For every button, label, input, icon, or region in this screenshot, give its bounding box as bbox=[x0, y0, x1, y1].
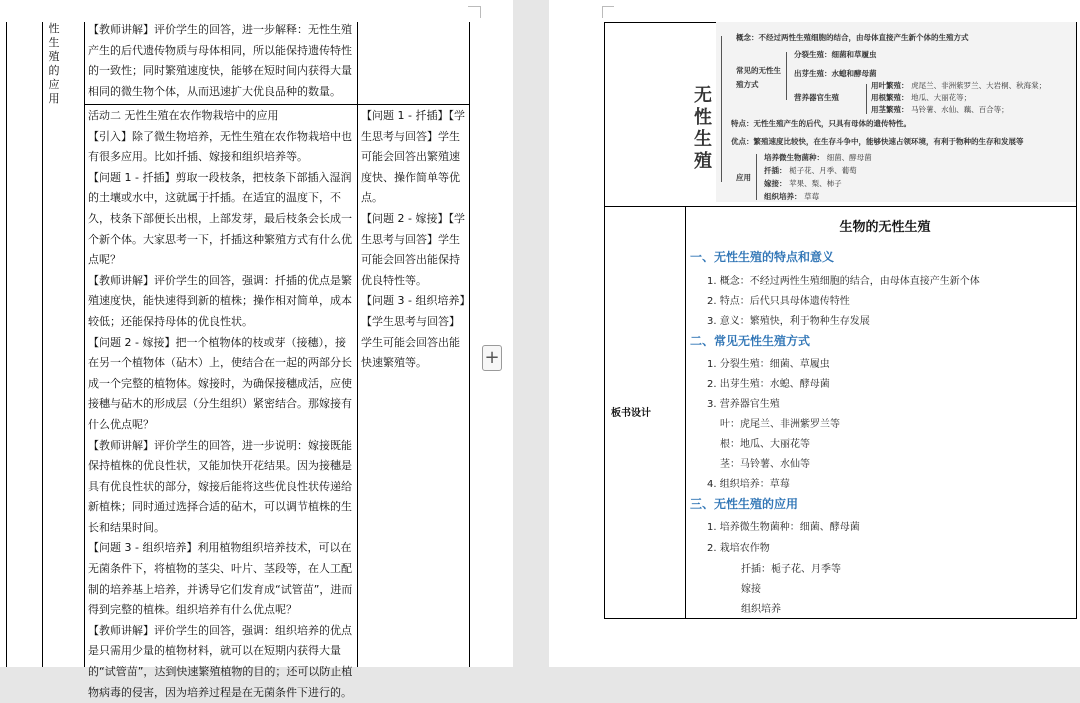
list-item: 1. 概念：不经过两性生殖细胞的结合，由母体直接产生新个体 bbox=[707, 276, 980, 287]
paragraph: 【教师讲解】评价学生的回答，强调：扦插的优点是繁殖速度快，能快速得到新的植株；操作相对简单，成本较低；还能保持母体的优良性状。 bbox=[88, 273, 352, 328]
page-gap bbox=[513, 0, 549, 667]
label-char: 的 bbox=[48, 64, 60, 77]
main-column bbox=[88, 106, 354, 703]
corner-mark bbox=[480, 6, 481, 18]
stem-label: 用茎繁殖： bbox=[871, 105, 909, 114]
paragraph: 【教师讲解】评价学生的回答，强调：组织培养的优点是只需用少量的植物材料，就可以在短期内获得大量的“试管苗”，达到快速繁殖植物的目的；还可以防止植物病毒的侵害，因为培养过程是在无菌条件下进行的。 bbox=[88, 623, 353, 699]
paragraph: 活动二 无性生殖在农作物栽培中的应用 bbox=[88, 109, 279, 122]
list-item: 2. 栽培农作物 bbox=[707, 543, 770, 554]
section-heading: 二、常见无性生殖方式 bbox=[690, 334, 811, 348]
table-border bbox=[604, 206, 1076, 207]
list-subitem: 叶：虎尾兰、非洲紫罗兰等 bbox=[720, 419, 840, 430]
table-border bbox=[357, 22, 358, 667]
list-subitem: 组织培养 bbox=[741, 604, 781, 615]
root-label: 用根繁殖： bbox=[871, 93, 909, 102]
label-char: 殖 bbox=[48, 50, 60, 63]
fission-text: 分裂生殖：细菌和草履虫 bbox=[794, 50, 877, 59]
paragraph: 【问题 3 - 组织培养】利用植物组织培养技术，可以在无菌条件下，将植物的茎尖、叶片、茎段等，在人工配制的培养基上培养，并诱导它们发育成“试管苗”，进而得到完整的植株。组织培养有什么优点呢？ bbox=[88, 541, 353, 617]
label-char: 生 bbox=[48, 36, 60, 49]
bracket-line bbox=[721, 36, 722, 182]
leaf-label: 用叶繁殖： bbox=[871, 81, 909, 90]
label-char: 用 bbox=[48, 92, 60, 105]
corner-mark bbox=[602, 6, 603, 18]
corner-mark bbox=[602, 6, 614, 7]
label-char: 应 bbox=[48, 78, 60, 91]
add-page-button[interactable]: + bbox=[482, 345, 502, 371]
list-subitem: 扦插：栀子花、月季等 bbox=[741, 564, 841, 575]
label-char: 性 bbox=[48, 22, 60, 35]
paragraph: 【问题 3 - 组织培养】【学生思考与回答】学生可能会回答出能快速繁殖等。 bbox=[361, 294, 465, 370]
list-item: 4. 组织培养：草莓 bbox=[707, 479, 790, 490]
paragraph: 【引入】除了微生物培养，无性生殖在农作物栽培中也有很多应用。比如扦插、嫁接和组织培养等。 bbox=[88, 129, 352, 164]
application-label: 应用 bbox=[736, 173, 751, 182]
list-item: 1. 分裂生殖：细菌、草履虫 bbox=[707, 359, 830, 370]
paragraph: 【问题 1 - 扦插】剪取一段枝条，把枝条下部插入湿润的土壤或水中，这就属于扦插。在适宜的温度下，不久，枝条下部便长出根，上部发芽，最后枝条会长成一个新个体。大家思考一下，扦插这种繁殖方式有什么优点呢？ bbox=[88, 170, 352, 267]
list-subitem: 嫁接 bbox=[741, 584, 761, 595]
advantage-text: 优点：繁殖速度比较快，在生存斗争中，能够快速占领环境，有利于物种的生存和发展等 bbox=[731, 137, 1024, 146]
app-examples: 栀子花、月季、葡萄 bbox=[789, 166, 857, 175]
corner-mark bbox=[468, 6, 480, 7]
side-column bbox=[361, 106, 466, 374]
paragraph: 【问题 1 - 扦插】【学生思考与回答】学生可能会回答出繁殖速度快、操作简单等优点。 bbox=[361, 109, 465, 205]
app-examples: 苹果、梨、柿子 bbox=[789, 179, 842, 188]
leaf-examples: 虎尾兰、非洲紫罗兰、大岩桐、秋海棠； bbox=[911, 81, 1047, 90]
app-label: 培养微生物菌种： bbox=[764, 153, 824, 162]
list-item: 2. 出芽生殖：水螅、酵母菌 bbox=[707, 379, 830, 390]
common-methods: 常见的无性生殖方式 bbox=[736, 66, 781, 89]
section-heading: 三、无性生殖的应用 bbox=[690, 497, 799, 511]
list-item: 3. 营养器官生殖 bbox=[707, 399, 780, 410]
app-examples: 草莓 bbox=[804, 192, 820, 201]
budding-text: 出芽生殖：水螅和酵母菌 bbox=[794, 69, 877, 78]
app-label: 嫁接： bbox=[764, 179, 787, 188]
feature-text: 特点：无性生殖产生的后代，只具有母体的遗传特性。 bbox=[731, 119, 911, 128]
table-border bbox=[84, 22, 85, 667]
vegetative-text: 营养器官生殖 bbox=[794, 93, 839, 102]
board-design-label: 板书设计 bbox=[611, 408, 651, 419]
stem-examples: 马铃薯、水仙、藕、百合等； bbox=[911, 105, 1009, 114]
app-label: 组织培养： bbox=[764, 192, 802, 201]
table-border bbox=[604, 618, 1076, 619]
table-border bbox=[42, 22, 43, 667]
table-border bbox=[84, 104, 469, 105]
table-border bbox=[685, 206, 686, 619]
section-heading: 一、无性生殖的特点和意义 bbox=[690, 250, 835, 264]
list-item: 3. 意义：繁殖快，利于物种生存发展 bbox=[707, 316, 870, 327]
app-label: 扦插： bbox=[764, 166, 787, 175]
root-examples: 地瓜、大丽花等； bbox=[911, 93, 972, 102]
list-subitem: 茎：马铃薯、水仙等 bbox=[720, 459, 810, 470]
cell-text: 【教师讲解】评价学生的回答，进一步解释：无性生殖产生的后代遗传物质与母体相同，所以能保持遗传特性的一致性；同时繁殖速度快，能够在短时间内获得大量相同的微生物个体，从而迅速扩大优良品种的数量。 bbox=[88, 23, 352, 98]
app-examples: 细菌、酵母菌 bbox=[826, 153, 872, 162]
table-border bbox=[469, 22, 470, 667]
table-border bbox=[6, 22, 7, 667]
list-item: 2. 特点：后代只具母体遗传特性 bbox=[707, 296, 850, 307]
bracket-line bbox=[756, 154, 757, 200]
diagram-title: 无性生殖 bbox=[694, 85, 712, 172]
paragraph: 【问题 2 - 嫁接】【学生思考与回答】学生可能会回答出能保持优良特性等。 bbox=[361, 211, 465, 287]
board-title: 生物的无性生殖 bbox=[839, 220, 931, 235]
table-border bbox=[1076, 22, 1077, 619]
table-border bbox=[604, 22, 605, 619]
vertical-label bbox=[47, 22, 61, 106]
paragraph: 【问题 2 - 嫁接】把一个植物体的枝或芽（接穗），接在另一个植物体（砧木）上，使结合在一起的两部分长成一个完整的植物体。嫁接时，为确保接穗成活，应使接穗与砧木的形成层（分生组织）紧密结合。那嫁接有什么优点呢？ bbox=[88, 335, 352, 431]
paragraph: 【教师讲解】评价学生的回答，进一步说明：嫁接既能保持植株的优良性状，又能加快开花结果。因为接穗是具有优良性状的部分，嫁接后能将这些优良性状传递给新植株；同时通过选择合适的砧木，可以调节植株的生长和结果时间。 bbox=[88, 438, 352, 534]
concept-diagram bbox=[694, 22, 1076, 202]
bracket-line bbox=[866, 84, 867, 114]
list-item: 1. 培养微生物菌种：细菌、酵母菌 bbox=[707, 522, 860, 533]
bracket-line bbox=[786, 52, 787, 100]
concept-text: 概念：不经过两性生殖细胞的结合，由母体直接产生新个体的生殖方式 bbox=[736, 33, 969, 42]
list-subitem: 根：地瓜、大丽花等 bbox=[720, 439, 810, 450]
